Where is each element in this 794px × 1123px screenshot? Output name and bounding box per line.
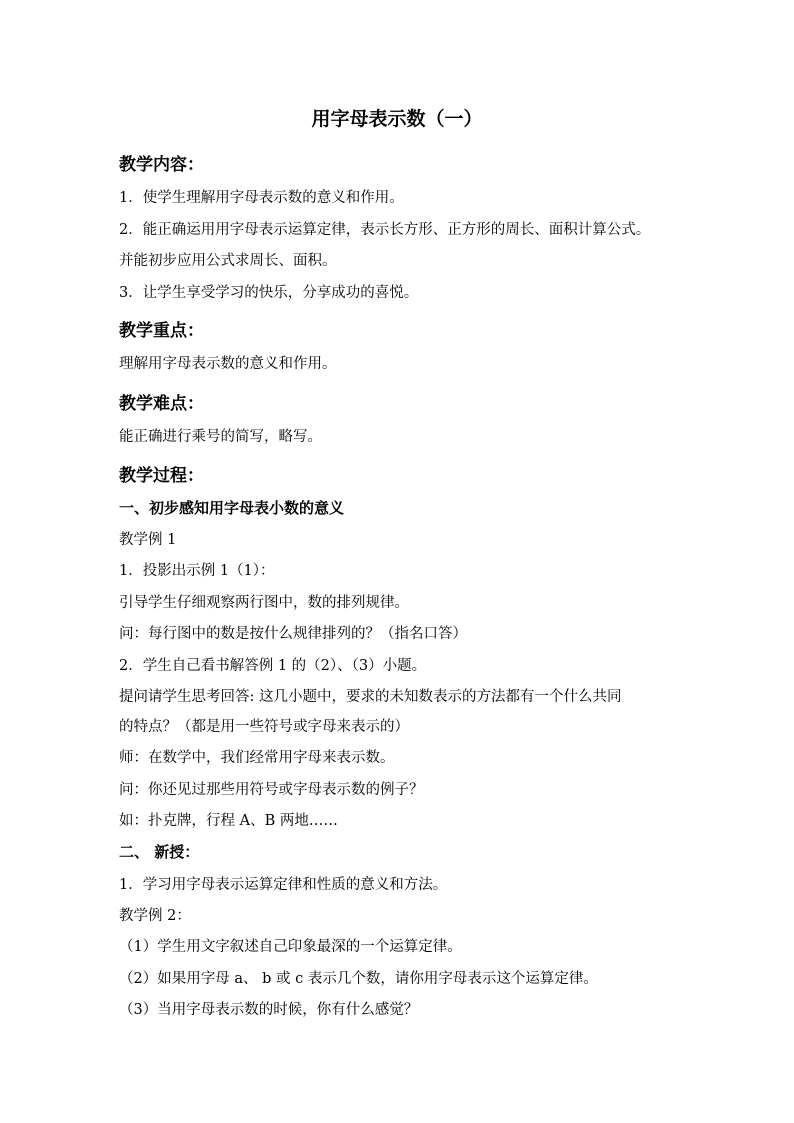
- process-line: 2．学生自己看书解答例 1 的（2）、（3）小题。: [119, 658, 427, 674]
- process-line: 问：每行图中的数是按什么规律排列的？（指名口答）: [119, 626, 467, 642]
- key-point-line: 理解用字母表示数的意义和作用。: [119, 356, 337, 372]
- process-line: 问：你还见过那些用符号或字母表示数的例子？: [119, 782, 424, 798]
- content-line: 并能初步应用公式求周长、面积。: [119, 253, 337, 269]
- process-line: 1．学习用字母表示运算定律和性质的意义和方法。: [119, 877, 448, 893]
- content-line: 1．使学生理解用字母表示数的意义和作用。: [119, 190, 404, 206]
- part1-heading: 一、初步感知用字母表小数的意义: [119, 499, 345, 517]
- process-line: 如：扑克牌，行程 A、B 两地……: [119, 813, 338, 829]
- process-line: 教学例 2：: [119, 908, 191, 924]
- section-heading-difficulties: 教学难点：: [119, 394, 204, 414]
- process-line: 1．投影出示例 1（1）：: [119, 563, 275, 579]
- process-line: 师：在数学中，我们经常用字母来表示数。: [119, 750, 395, 766]
- part2-heading: 二、 新授：: [119, 843, 200, 861]
- content-line: 2．能正确运用用字母表示运算定律，表示长方形、正方形的周长、面积计算公式。: [119, 222, 651, 238]
- document-title: 用字母表示数（一）: [311, 108, 483, 130]
- process-line: （3）当用字母表示数的时候，你有什么感觉？: [119, 1002, 419, 1018]
- section-heading-content: 教学内容：: [119, 155, 204, 175]
- content-line: 3．让学生享受学习的快乐，分享成功的喜悦。: [119, 285, 419, 301]
- process-line: 提问请学生思考回答: 这几小题中，要求的未知数表示的方法都有一个什么共同: [119, 689, 622, 705]
- process-line: 教学例 1: [119, 532, 177, 548]
- section-heading-key-points: 教学重点：: [119, 321, 204, 341]
- difficulty-line: 能正确进行乘号的简写，略写。: [119, 429, 322, 445]
- process-line: （2）如果用字母 a、 b 或 c 表示几个数，请你用字母表示这个运算定律。: [119, 971, 598, 987]
- section-heading-process: 教学过程：: [119, 466, 204, 486]
- process-line: 引导学生仔细观察两行图中，数的排列规律。: [119, 595, 409, 611]
- process-line: 的特点？（都是用一些符号或字母来表示的）: [119, 719, 409, 735]
- process-line: （1）学生用文字叙述自己印象最深的一个运算定律。: [119, 939, 462, 955]
